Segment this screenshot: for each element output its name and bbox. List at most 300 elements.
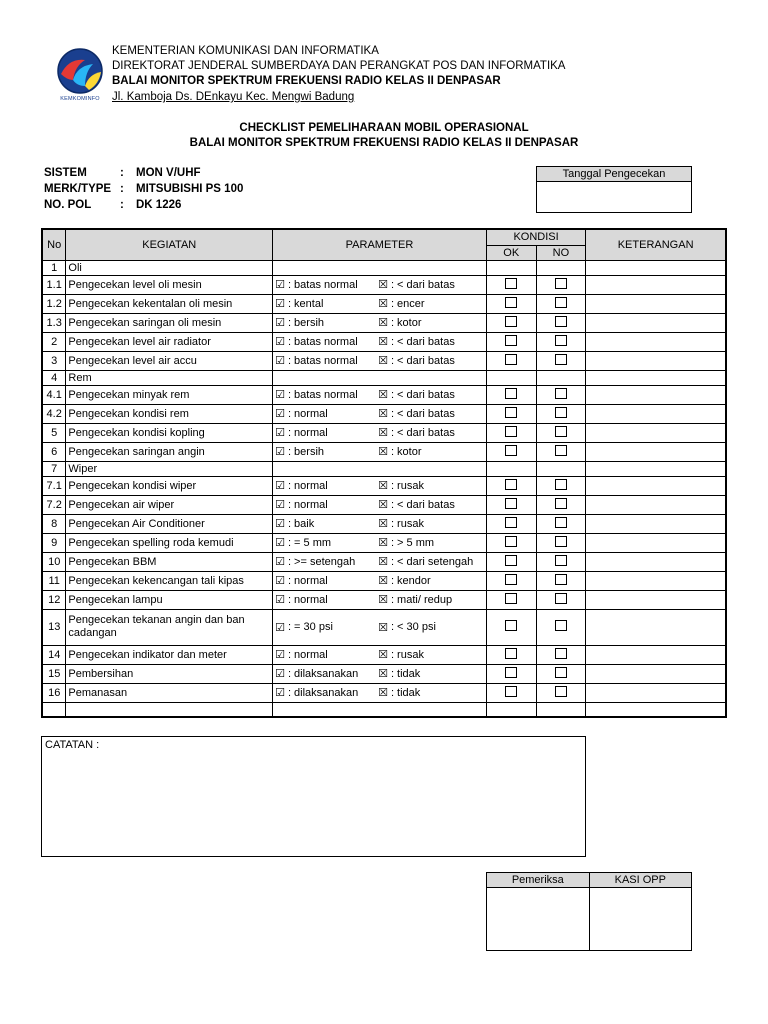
kondisi-no-checkbox[interactable] <box>555 278 567 289</box>
kondisi-no-cell <box>536 260 586 275</box>
row-number: 12 <box>42 590 66 609</box>
kondisi-ok-checkbox[interactable] <box>505 536 517 547</box>
kondisi-ok-checkbox[interactable] <box>505 686 517 697</box>
parameter-ok-text: : kental <box>287 297 324 310</box>
tanggal-label: Tanggal Pengecekan <box>537 167 692 182</box>
checked-box-icon: ☑ <box>275 426 285 439</box>
row-kegiatan: Pemanasan <box>66 683 273 702</box>
header-no: No <box>42 229 66 260</box>
parameter-options <box>275 388 486 401</box>
parameter-ok-text: : dilaksanakan <box>287 667 359 680</box>
kondisi-no-checkbox[interactable] <box>555 686 567 697</box>
kondisi-ok-cell[interactable] <box>486 476 536 495</box>
kondisi-no-checkbox[interactable] <box>555 536 567 547</box>
kondisi-ok-checkbox[interactable] <box>505 667 517 678</box>
parameter-ok-text: : bersih <box>287 445 325 458</box>
kondisi-no-cell[interactable] <box>536 423 586 442</box>
row-keterangan[interactable] <box>586 404 726 423</box>
signature-kasi-label: KASI OPP <box>589 873 691 888</box>
kondisi-ok-checkbox[interactable] <box>505 648 517 659</box>
header-parameter: PARAMETER <box>273 229 487 260</box>
kondisi-no-cell[interactable] <box>536 609 586 645</box>
parameter-bad-text: : tidak <box>390 686 421 699</box>
ministry-name: KEMENTERIAN KOMUNIKASI DAN INFORMATIKA <box>112 45 379 57</box>
signature-kasi-field[interactable] <box>589 888 691 951</box>
row-number <box>42 702 66 717</box>
row-parameter <box>273 461 487 476</box>
row-keterangan[interactable] <box>586 533 726 552</box>
kondisi-ok-checkbox[interactable] <box>505 479 517 490</box>
checked-box-icon: ☑ <box>275 335 285 348</box>
row-keterangan[interactable] <box>586 275 726 294</box>
parameter-bad-text: : > 5 mm <box>390 536 435 549</box>
kominfo-logo <box>55 46 105 104</box>
kondisi-ok-checkbox[interactable] <box>505 335 517 346</box>
parameter-options <box>275 536 486 549</box>
parameter-bad-text: : < dari batas <box>390 335 455 348</box>
parameter-ok-option <box>275 517 378 530</box>
parameter-ok-text: : normal <box>287 593 328 606</box>
doc-title-line2: BALAI MONITOR SPEKTRUM FREKUENSI RADIO KELAS II DENPASAR <box>189 137 579 149</box>
checked-box-icon: ☑ <box>275 620 285 634</box>
kondisi-no-cell[interactable] <box>536 404 586 423</box>
kondisi-no-checkbox[interactable] <box>555 667 567 678</box>
kondisi-no-checkbox[interactable] <box>555 555 567 566</box>
kondisi-no-cell[interactable] <box>536 332 586 351</box>
kondisi-no-cell[interactable] <box>536 533 586 552</box>
checked-box-icon: ☑ <box>275 574 285 587</box>
parameter-ok-text: : batas normal <box>287 388 358 401</box>
row-keterangan[interactable] <box>586 332 726 351</box>
kondisi-ok-cell[interactable] <box>486 275 536 294</box>
parameter-options <box>275 593 486 606</box>
row-parameter <box>273 260 487 275</box>
kondisi-no-cell[interactable] <box>536 351 586 370</box>
row-number: 15 <box>42 664 66 683</box>
row-parameter <box>273 385 487 404</box>
crossed-box-icon: ☒ <box>378 574 388 587</box>
catatan-box[interactable] <box>41 736 586 857</box>
tanggal-field[interactable] <box>537 182 692 213</box>
kondisi-no-checkbox[interactable] <box>555 517 567 528</box>
row-number: 7.1 <box>42 476 66 495</box>
section-row <box>42 461 726 476</box>
row-parameter <box>273 533 487 552</box>
parameter-options <box>275 667 486 680</box>
crossed-box-icon: ☒ <box>378 297 388 310</box>
row-parameter <box>273 313 487 332</box>
info-row-merk <box>44 181 243 197</box>
table-row <box>42 552 726 571</box>
kondisi-ok-cell[interactable] <box>486 495 536 514</box>
kondisi-no-checkbox[interactable] <box>555 620 567 631</box>
parameter-bad-text: : < dari batas <box>390 388 455 401</box>
table-row <box>42 514 726 533</box>
row-number: 16 <box>42 683 66 702</box>
kondisi-no-cell[interactable] <box>536 495 586 514</box>
info-value: MON V/UHF <box>136 167 201 179</box>
kondisi-no-checkbox[interactable] <box>555 407 567 418</box>
kondisi-ok-checkbox[interactable] <box>505 445 517 456</box>
crossed-box-icon: ☒ <box>378 335 388 348</box>
crossed-box-icon: ☒ <box>378 445 388 458</box>
kondisi-no-cell[interactable] <box>536 645 586 664</box>
parameter-options <box>275 407 486 420</box>
row-number: 10 <box>42 552 66 571</box>
checked-box-icon: ☑ <box>275 278 285 291</box>
kondisi-ok-checkbox[interactable] <box>505 316 517 327</box>
row-number: 1.3 <box>42 313 66 332</box>
row-parameter <box>273 351 487 370</box>
kondisi-no-cell[interactable] <box>536 590 586 609</box>
kondisi-ok-checkbox[interactable] <box>505 593 517 604</box>
kondisi-no-checkbox[interactable] <box>555 445 567 456</box>
kondisi-no-cell[interactable] <box>536 385 586 404</box>
crossed-box-icon: ☒ <box>378 517 388 530</box>
row-keterangan[interactable] <box>586 683 726 702</box>
kondisi-ok-cell[interactable] <box>486 442 536 461</box>
parameter-ok-text: : batas normal <box>287 278 358 291</box>
header-no-col: NO <box>536 245 586 260</box>
table-row <box>42 609 726 645</box>
kondisi-no-cell <box>536 370 586 385</box>
checked-box-icon: ☑ <box>275 555 285 568</box>
info-label: NO. POL <box>44 199 92 211</box>
kondisi-ok-checkbox[interactable] <box>505 297 517 308</box>
kondisi-ok-cell[interactable] <box>486 313 536 332</box>
parameter-options <box>275 278 486 291</box>
checked-box-icon: ☑ <box>275 536 285 549</box>
row-keterangan[interactable] <box>586 385 726 404</box>
kondisi-ok-cell[interactable] <box>486 664 536 683</box>
parameter-ok-text: : bersih <box>287 316 325 329</box>
kondisi-no-cell[interactable] <box>536 294 586 313</box>
row-number: 7 <box>42 461 66 476</box>
row-kegiatan: Pengecekan kekencangan tali kipas <box>66 571 273 590</box>
parameter-bad-option <box>378 297 425 310</box>
crossed-box-icon: ☒ <box>378 593 388 606</box>
checked-box-icon: ☑ <box>275 297 285 310</box>
row-keterangan[interactable] <box>586 442 726 461</box>
crossed-box-icon: ☒ <box>378 686 388 699</box>
row-number: 13 <box>42 609 66 645</box>
table-row <box>42 571 726 590</box>
parameter-ok-option <box>275 278 378 291</box>
row-parameter <box>273 683 487 702</box>
kondisi-no-checkbox[interactable] <box>555 498 567 509</box>
row-kegiatan: Pengecekan kondisi kopling <box>66 423 273 442</box>
kondisi-ok-cell[interactable] <box>486 423 536 442</box>
parameter-options <box>275 297 486 310</box>
row-kegiatan: Pengecekan spelling roda kemudi <box>66 533 273 552</box>
header-ok: OK <box>486 245 536 260</box>
kondisi-ok-cell[interactable] <box>486 645 536 664</box>
kondisi-no-cell[interactable] <box>536 313 586 332</box>
row-number: 5 <box>42 423 66 442</box>
kondisi-ok-checkbox[interactable] <box>505 278 517 289</box>
row-keterangan <box>586 461 726 476</box>
row-parameter <box>273 294 487 313</box>
parameter-options <box>275 648 486 661</box>
parameter-options <box>275 316 486 329</box>
parameter-bad-text: : kotor <box>390 445 422 458</box>
info-value: DK 1226 <box>136 199 182 211</box>
kondisi-no-checkbox[interactable] <box>555 574 567 585</box>
crossed-box-icon: ☒ <box>378 407 388 420</box>
parameter-ok-option <box>275 407 378 420</box>
row-parameter <box>273 645 487 664</box>
checked-box-icon: ☑ <box>275 667 285 680</box>
kondisi-no-cell[interactable] <box>536 476 586 495</box>
kondisi-ok-cell[interactable] <box>486 609 536 645</box>
parameter-bad-option <box>378 536 434 549</box>
crossed-box-icon: ☒ <box>378 536 388 549</box>
parameter-bad-option <box>378 498 455 511</box>
parameter-bad-option <box>378 555 473 568</box>
row-keterangan[interactable] <box>586 590 726 609</box>
logo-text: KEMKOMINFO <box>60 96 100 102</box>
kondisi-ok-cell <box>486 702 536 717</box>
parameter-ok-option <box>275 686 378 699</box>
table-row <box>42 495 726 514</box>
kondisi-no-checkbox[interactable] <box>555 354 567 365</box>
parameter-bad-text: : tidak <box>390 667 421 680</box>
row-keterangan[interactable] <box>586 609 726 645</box>
row-keterangan[interactable] <box>586 294 726 313</box>
row-parameter <box>273 664 487 683</box>
row-keterangan[interactable] <box>586 313 726 332</box>
kondisi-no-cell <box>536 461 586 476</box>
table-row <box>42 476 726 495</box>
row-kegiatan: Pengecekan lampu <box>66 590 273 609</box>
parameter-ok-text: : baik <box>287 517 315 530</box>
row-kegiatan: Pengecekan level oli mesin <box>66 275 273 294</box>
row-keterangan <box>586 370 726 385</box>
kondisi-ok-checkbox[interactable] <box>505 517 517 528</box>
table-row <box>42 313 726 332</box>
kondisi-ok-cell[interactable] <box>486 552 536 571</box>
table-row <box>42 275 726 294</box>
row-keterangan[interactable] <box>586 571 726 590</box>
kondisi-ok-cell[interactable] <box>486 385 536 404</box>
parameter-bad-option <box>378 278 455 291</box>
crossed-box-icon: ☒ <box>378 278 388 291</box>
parameter-ok-option <box>275 593 378 606</box>
parameter-bad-option <box>378 316 421 329</box>
kondisi-no-checkbox[interactable] <box>555 316 567 327</box>
kondisi-no-checkbox[interactable] <box>555 335 567 346</box>
parameter-bad-text: : mati/ redup <box>390 593 453 606</box>
row-keterangan[interactable] <box>586 423 726 442</box>
kondisi-ok-checkbox[interactable] <box>505 388 517 399</box>
checked-box-icon: ☑ <box>275 648 285 661</box>
row-keterangan[interactable] <box>586 476 726 495</box>
parameter-bad-text: : rusak <box>390 517 424 530</box>
row-kegiatan: Pengecekan kondisi rem <box>66 404 273 423</box>
table-row <box>42 294 726 313</box>
table-row <box>42 664 726 683</box>
row-number: 6 <box>42 442 66 461</box>
parameter-ok-text: : normal <box>287 479 328 492</box>
table-row <box>42 385 726 404</box>
parameter-options <box>275 445 486 458</box>
row-keterangan[interactable] <box>586 664 726 683</box>
kondisi-ok-checkbox[interactable] <box>505 555 517 566</box>
parameter-bad-text: : < dari batas <box>390 278 455 291</box>
catatan-label: CATATAN : <box>45 739 100 751</box>
checklist-table <box>41 228 727 718</box>
section-row <box>42 702 726 717</box>
info-sep: : <box>120 199 124 211</box>
row-kegiatan: Pengecekan saringan angin <box>66 442 273 461</box>
info-row-sistem <box>44 165 243 181</box>
parameter-bad-text: : < 30 psi <box>390 621 436 633</box>
row-kegiatan: Pengecekan minyak rem <box>66 385 273 404</box>
parameter-bad-option <box>378 354 455 367</box>
kondisi-ok-checkbox[interactable] <box>505 426 517 437</box>
row-number: 1.2 <box>42 294 66 313</box>
parameter-ok-option <box>275 426 378 439</box>
kondisi-no-checkbox[interactable] <box>555 426 567 437</box>
info-label: MERK/TYPE <box>44 183 112 195</box>
parameter-options <box>275 498 486 511</box>
row-number: 8 <box>42 514 66 533</box>
row-parameter <box>273 552 487 571</box>
parameter-options <box>275 426 486 439</box>
crossed-box-icon: ☒ <box>378 426 388 439</box>
header-keterangan: KETERANGAN <box>586 229 726 260</box>
kondisi-ok-cell[interactable] <box>486 683 536 702</box>
parameter-ok-text: : normal <box>287 426 328 439</box>
kondisi-ok-cell[interactable] <box>486 514 536 533</box>
checked-box-icon: ☑ <box>275 445 285 458</box>
kondisi-no-checkbox[interactable] <box>555 593 567 604</box>
kondisi-no-cell[interactable] <box>536 275 586 294</box>
table-row <box>42 533 726 552</box>
parameter-bad-option <box>378 407 455 420</box>
row-number: 9 <box>42 533 66 552</box>
kondisi-ok-cell[interactable] <box>486 590 536 609</box>
checked-box-icon: ☑ <box>275 686 285 699</box>
row-kegiatan: Wiper <box>66 461 273 476</box>
kondisi-no-checkbox[interactable] <box>555 479 567 490</box>
doc-title-line1: CHECKLIST PEMELIHARAAN MOBIL OPERASIONAL <box>239 122 529 134</box>
row-kegiatan: Pembersihan <box>66 664 273 683</box>
kondisi-ok-cell <box>486 370 536 385</box>
row-kegiatan: Pengecekan saringan oli mesin <box>66 313 273 332</box>
parameter-options <box>275 479 486 492</box>
office-address: Jl. Kamboja Ds. DEnkayu Kec. Mengwi Badung <box>112 91 355 103</box>
row-keterangan[interactable] <box>586 495 726 514</box>
kondisi-no-cell[interactable] <box>536 514 586 533</box>
row-keterangan[interactable] <box>586 552 726 571</box>
row-keterangan[interactable] <box>586 351 726 370</box>
row-number: 7.2 <box>42 495 66 514</box>
table-row <box>42 683 726 702</box>
parameter-bad-option <box>378 621 436 634</box>
row-kegiatan: Pengecekan kondisi wiper <box>66 476 273 495</box>
parameter-bad-option <box>378 667 420 680</box>
signature-pemeriksa-field[interactable] <box>487 888 590 951</box>
kondisi-no-checkbox[interactable] <box>555 297 567 308</box>
kondisi-no-cell[interactable] <box>536 571 586 590</box>
crossed-box-icon: ☒ <box>378 620 388 634</box>
kondisi-no-checkbox[interactable] <box>555 648 567 659</box>
table-row <box>42 351 726 370</box>
row-kegiatan: Pengecekan Air Conditioner <box>66 514 273 533</box>
row-keterangan[interactable] <box>586 645 726 664</box>
parameter-bad-text: : kendor <box>390 574 431 587</box>
kondisi-no-cell <box>536 702 586 717</box>
row-parameter <box>273 514 487 533</box>
kondisi-no-cell[interactable] <box>536 442 586 461</box>
row-number: 11 <box>42 571 66 590</box>
row-number: 4 <box>42 370 66 385</box>
row-parameter <box>273 423 487 442</box>
section-row <box>42 370 726 385</box>
parameter-ok-text: : dilaksanakan <box>287 686 359 699</box>
table-row <box>42 442 726 461</box>
kondisi-ok-checkbox[interactable] <box>505 354 517 365</box>
parameter-ok-option <box>275 316 378 329</box>
parameter-ok-text: : normal <box>287 407 328 420</box>
row-kegiatan: Pengecekan BBM <box>66 552 273 571</box>
table-row <box>42 590 726 609</box>
vehicle-info <box>44 165 243 213</box>
kondisi-ok-checkbox[interactable] <box>505 498 517 509</box>
row-number: 3 <box>42 351 66 370</box>
tanggal-pengecekan-box <box>536 166 692 213</box>
kondisi-no-checkbox[interactable] <box>555 388 567 399</box>
kondisi-ok-cell[interactable] <box>486 294 536 313</box>
row-parameter <box>273 370 487 385</box>
table-row <box>42 423 726 442</box>
parameter-bad-option <box>378 574 431 587</box>
checklist-body <box>42 260 726 717</box>
kondisi-ok-cell[interactable] <box>486 332 536 351</box>
kondisi-no-cell[interactable] <box>536 683 586 702</box>
kondisi-ok-cell[interactable] <box>486 571 536 590</box>
crossed-box-icon: ☒ <box>378 316 388 329</box>
row-parameter <box>273 404 487 423</box>
row-parameter <box>273 495 487 514</box>
parameter-bad-option <box>378 388 455 401</box>
kondisi-ok-cell <box>486 461 536 476</box>
row-parameter <box>273 609 487 645</box>
table-row <box>42 332 726 351</box>
row-keterangan[interactable] <box>586 514 726 533</box>
parameter-bad-option <box>378 426 455 439</box>
parameter-options <box>275 574 486 587</box>
kondisi-ok-cell[interactable] <box>486 533 536 552</box>
parameter-ok-option <box>275 445 378 458</box>
kondisi-ok-checkbox[interactable] <box>505 574 517 585</box>
info-sep: : <box>120 183 124 195</box>
kondisi-no-cell[interactable] <box>536 552 586 571</box>
kondisi-no-cell[interactable] <box>536 664 586 683</box>
row-number: 1.1 <box>42 275 66 294</box>
info-value: MITSUBISHI PS 100 <box>136 183 244 195</box>
kondisi-ok-cell[interactable] <box>486 404 536 423</box>
kondisi-ok-checkbox[interactable] <box>505 620 517 631</box>
parameter-bad-option <box>378 593 452 606</box>
kondisi-ok-checkbox[interactable] <box>505 407 517 418</box>
row-number: 1 <box>42 260 66 275</box>
crossed-box-icon: ☒ <box>378 648 388 661</box>
info-row-nopol <box>44 197 243 213</box>
kondisi-ok-cell[interactable] <box>486 351 536 370</box>
parameter-options <box>275 555 486 568</box>
